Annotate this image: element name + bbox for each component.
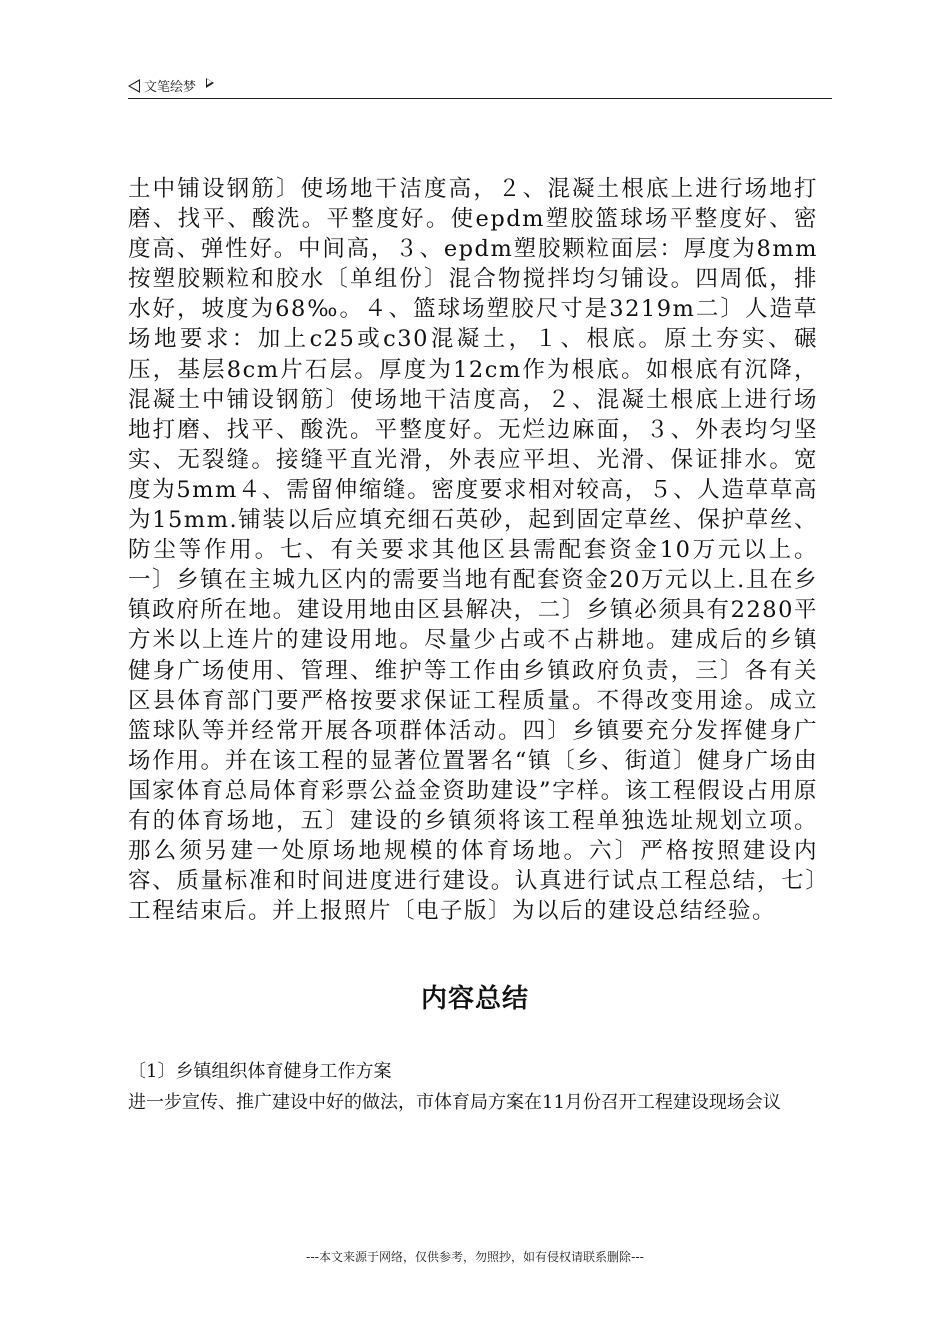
- page-header: [128, 76, 832, 99]
- body-paragraph: 土中铺设钢筋〕使场地干洁度高，２、混凝土根底上进行场地打磨、找平、酸洗。平整度好。使epdm塑胶篮球场平整度好、密度高、弹性好。中间高，３、epdm塑胶颗粒面层：厚度为8mm按塑胶颗粒和胶水〔单组份〕混合物搅拌均匀铺设。四周低，排水好，坡度为68‰。４、篮球场塑胶尺寸是3219m二〕人造草场地要求：加上c25或c30混凝土，１、根底。原土夯实、碾压，基层8cm片石层。厚度为12cm作为根底。如根底有沉降，混凝土中铺设钢筋〕使场地干洁度高，２、混凝土根底上进行场地打磨、找平、酸洗。平整度好。无烂边麻面，３、外表均匀坚实、无裂缝。接缝平直光滑，外表应平坦、光滑、保证排水。宽度为5mm４、需留伸缩缝。密度要求相对较高，５、人造草草高为15mm.铺装以后应填充细石英砂，起到固定草丝、保护草丝、防尘等作用。七、有关要求其他区县需配套资金10万元以上。一〕乡镇在主城九区内的需要当地有配套资金20万元以上.且在乡镇政府所在地。建设用地由区县解决，二〕乡镇必须具有2280平方米以上连片的建设用地。尽量少占或不占耕地。建成后的乡镇健身广场使用、管理、维护等工作由乡镇政府负责，三〕各有关区县体育部门要严格按要求保证工程质量。不得改变用途。成立篮球队等并经常开展各项群体活动。四〕乡镇要充分发挥健身广场作用。并在该工程的显著位置署名“镇〔乡、街道〕健身广场由国家体育总局体育彩票公益金资助建设”字样。该工程假设占用原有的体育场地，五〕建设的乡镇须将该工程单独选址规划立项。那么须另建一处原场地规模的体育场地。六〕严格按照建设内容、质量标准和时间进度进行建设。认真进行试点工程总结，七〕工程结束后。并上报照片〔电子版〕为以后的建设总结经验。: [128, 176, 818, 925]
- footer-disclaimer: ---本文来源于网络，仅供参考，勿照抄，如有侵权请联系删除---: [306, 1250, 644, 1264]
- summary-item-title: 〔1〕乡镇组织体育健身工作方案: [128, 1061, 392, 1082]
- summary-item-text: 进一步宣传、推广建设中好的做法，市体育局方案在11月份召开工程建设现场会议: [128, 1092, 781, 1113]
- brand-name: 文笔绘梦: [144, 80, 197, 95]
- right-triangle-icon: [206, 78, 214, 88]
- summary-title: 内容总结: [420, 984, 529, 1014]
- left-triangle-icon: [128, 79, 140, 93]
- brand-logo: [128, 76, 214, 95]
